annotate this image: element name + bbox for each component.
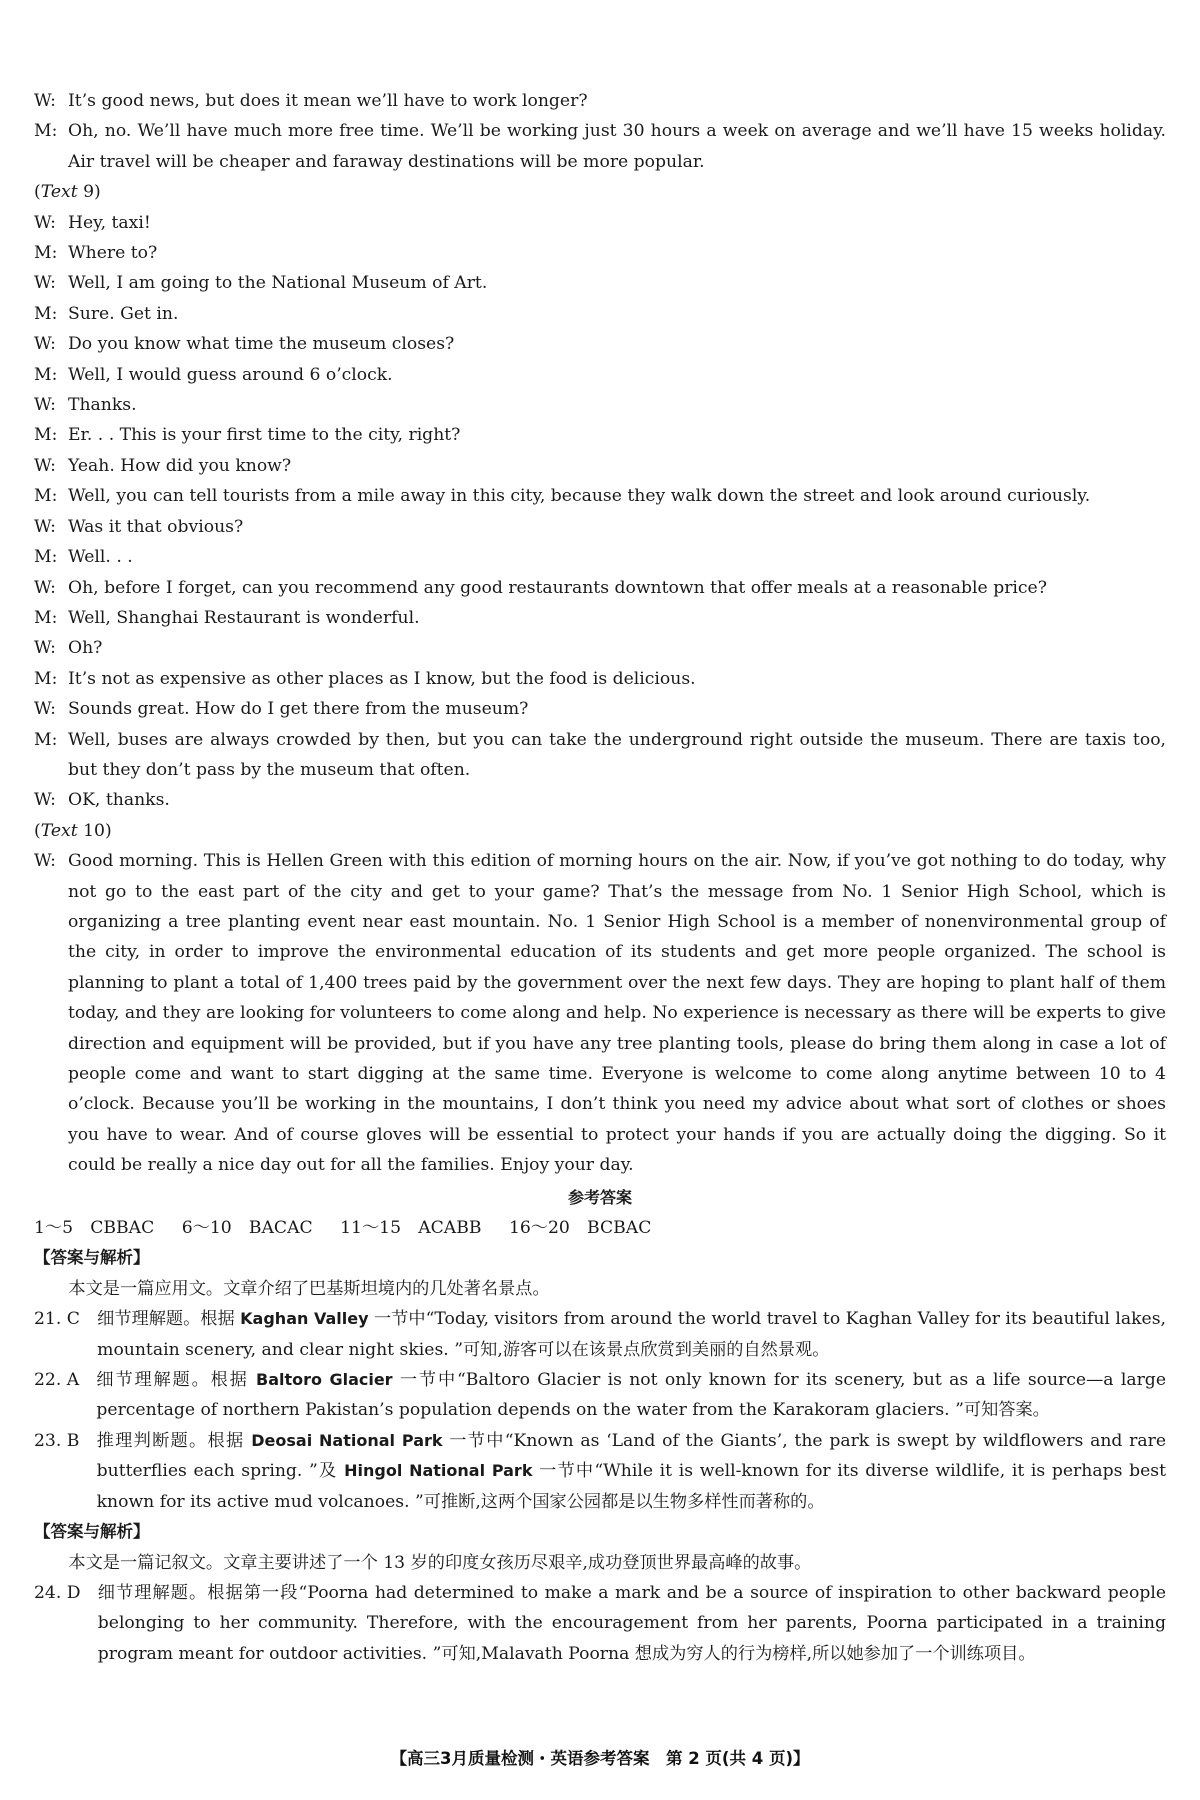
speaker-label: M:: [34, 729, 58, 750]
dialogue-text: OK, thanks.: [68, 790, 170, 811]
dialogue-text: Oh, before I forget, can you recommend any good restaurants downtown that offer meals at a reasonable price?: [68, 577, 1047, 598]
dialogue-line: [34, 238, 1166, 268]
dialogue-text: Was it that obvious?: [68, 516, 244, 537]
dialogue-block-text9: [34, 208, 1166, 816]
answer-key-group: 16～20 BCBAC: [508, 1218, 652, 1239]
speaker-label: M:: [34, 303, 58, 324]
speaker-label: W:: [34, 395, 56, 416]
speaker-label: M:: [34, 121, 58, 142]
dialogue-text: Well, I am going to the National Museum of Art.: [68, 273, 488, 294]
dialogue-line: [34, 451, 1166, 481]
section-title-analysis-1: 【答案与解析】: [34, 1248, 150, 1268]
question-number: 24. D: [34, 1582, 98, 1603]
dialogue-text: Yeah. How did you know?: [68, 455, 292, 476]
question-number: 22. A: [34, 1370, 97, 1391]
section-title-analysis-2: 【答案与解析】: [34, 1522, 150, 1542]
speaker-label: M:: [34, 243, 58, 264]
dialogue-text: Where to?: [68, 243, 158, 264]
dialogue-line: [34, 542, 1166, 572]
dialogue-block-text8: [34, 86, 1166, 177]
question-number: 23. B: [34, 1430, 97, 1451]
speaker-label: W:: [34, 212, 56, 233]
dialogue-line: [34, 268, 1166, 298]
dialogue-line: [34, 725, 1166, 786]
dialogue-text: Do you know what time the museum closes?: [68, 334, 455, 355]
dialogue-line: [34, 420, 1166, 450]
speaker-label: W:: [34, 638, 56, 659]
speaker-label: W:: [34, 516, 56, 537]
speaker-label: W:: [34, 699, 56, 720]
speaker-label: M:: [34, 668, 58, 689]
dialogue-line: [34, 664, 1166, 694]
dialogue-line: [34, 299, 1166, 329]
speaker-label: M:: [34, 364, 58, 385]
speaker-label: W:: [34, 790, 56, 811]
answer-key-group: 1～5 CBBAC: [34, 1218, 155, 1239]
text10-label: (Text 10): [34, 820, 112, 841]
answer-key-group: 6～10 BACAC: [181, 1218, 313, 1239]
page-footer: 【高三3月质量检测・英语参考答案 第 2 页(共 4 页)】: [390, 1749, 810, 1768]
answer-page: [34, 86, 1166, 1669]
section-intro-1: 本文是一篇应用文。文章介绍了巴基斯坦境内的几处著名景点。: [68, 1278, 550, 1299]
dialogue-line: [34, 390, 1166, 420]
answers-heading: 参考答案: [567, 1187, 632, 1207]
text9-label: (Text 9): [34, 182, 101, 203]
dialogue-text: Sounds great. How do I get there from the museum?: [68, 699, 529, 720]
speaker-label: W:: [34, 273, 56, 294]
speaker-label: W:: [34, 455, 56, 476]
dialogue-text: Oh?: [68, 638, 103, 659]
dialogue-line: [34, 846, 1166, 1180]
dialogue-line: [34, 603, 1166, 633]
dialogue-line: [34, 633, 1166, 663]
dialogue-text: Well. . .: [68, 547, 133, 568]
dialogue-text: Well, you can tell tourists from a mile away in this city, because they walk down the street and look around curiously.: [68, 486, 1091, 507]
dialogue-text: Well, I would guess around 6 o’clock.: [68, 364, 393, 385]
dialogue-line: [34, 86, 1166, 116]
question-explanation: 细节理解题。根据第一段“Poorna had determined to make a mark and be a source of inspiration to other backward people belonging to her community. Therefore, with the encouragement from her parents, Poorna participated in a training program meant for outdoor activities. ”可知,Malavath Poorna 想成为穷人的行为榜样,所以她参加了一个训练项目。: [97, 1582, 1166, 1664]
dialogue-text: Oh, no. We’ll have much more free time. We’ll be working just 30 hours a week on average and we’ll have 15 weeks holiday. Air travel will be cheaper and faraway destinations will be more popular.: [68, 121, 1166, 172]
dialogue-text: Well, buses are always crowded by then, but you can take the underground right outside the museum. There are taxis too, but they don’t pass by the museum that often.: [68, 729, 1166, 780]
section-intro-2: 本文是一篇记叙文。文章主要讲述了一个 13 岁的印度女孩历尽艰辛,成功登顶世界最高峰的故事。: [68, 1552, 812, 1573]
dialogue-line: [34, 116, 1166, 177]
question-21: [34, 1304, 1166, 1365]
dialogue-text: Thanks.: [68, 395, 137, 416]
dialogue-line: [34, 694, 1166, 724]
question-23: [34, 1426, 1166, 1517]
dialogue-line: [34, 208, 1166, 238]
dialogue-text: Well, Shanghai Restaurant is wonderful.: [68, 607, 420, 628]
question-explanation: 推理判断题。根据 Deosai National Park 一节中“Known as ‘Land of the Giants’, the park is swept by wildflowers and rare butterflies each spring. ”及 Hingol National Park 一节中“While it is well-known for its diverse wildlife, it is perhaps best known for its active mud volcanoes. ”可推断,这两个国家公园都是以生物多样性而著称的。: [96, 1430, 1167, 1512]
speaker-label: W:: [34, 851, 56, 872]
dialogue-text: It’s not as expensive as other places as I know, but the food is delicious.: [68, 668, 696, 689]
dialogue-text: Good morning. This is Hellen Green with this edition of morning hours on the air. Now, if you’ve got nothing to do today, why not go to the east part of the city and get to your game? That’s the message from No. 1 Senior High School, which is organizing a tree planting event near east mountain. No. 1 Senior High School is a member of nonenvironmental group of the city, in order to improve the environmental education of its students and get more people organized. The school is planning to plant a total of 1,400 trees paid by the government over the next few days. They are hoping to plant half of them today, and they are looking for volunteers to come along and help. No experience is necessary as there will be experts to give direction and equipment will be provided, but if you have any tree planting tools, please do bring them along in case a lot of people come and want to start digging at the same time. Everyone is welcome to come along anytime between 10 to 4 o’clock. Because you’ll be working in the mountains, I don’t think you need my advice about what sort of clothes or shoes you have to wear. And of course gloves will be essential to protect your hands if you are actually doing the digging. So it could be really a nice day out for all the families. Enjoy your day.: [68, 851, 1166, 1176]
question-explanation: 细节理解题。根据 Kaghan Valley 一节中“Today, visitors from around the world travel to Kaghan Valley for its beautiful lakes, mountain scenery, and clear night skies. ”可知,游客可以在该景点欣赏到美丽的自然景观。: [97, 1309, 1166, 1360]
dialogue-text: Hey, taxi!: [68, 212, 151, 233]
dialogue-line: [34, 512, 1166, 542]
speaker-label: W:: [34, 334, 56, 355]
dialogue-block-text10: [34, 846, 1166, 1180]
dialogue-text: Er. . . This is your first time to the city, right?: [68, 425, 461, 446]
speaker-label: W:: [34, 577, 56, 598]
dialogue-line: [34, 360, 1166, 390]
dialogue-text: Sure. Get in.: [68, 303, 179, 324]
dialogue-line: [34, 785, 1166, 815]
dialogue-line: [34, 329, 1166, 359]
speaker-label: M:: [34, 547, 58, 568]
question-22: [34, 1365, 1166, 1426]
answer-key-group: 11～15 ACABB: [340, 1218, 482, 1239]
question-explanation: 细节理解题。根据 Baltoro Glacier 一节中“Baltoro Glacier is not only known for its scenery, but as a life source—a large percentage of northern Pakistan’s population depends on the water from the Karakoram glaciers. ”可知答案。: [96, 1370, 1166, 1421]
dialogue-line: [34, 573, 1166, 603]
question-number: 21. C: [34, 1309, 98, 1330]
speaker-label: M:: [34, 425, 58, 446]
answer-key: [34, 1213, 1166, 1243]
dialogue-line: [34, 481, 1166, 511]
speaker-label: M:: [34, 486, 58, 507]
speaker-label: M:: [34, 607, 58, 628]
question-24: [34, 1578, 1166, 1669]
dialogue-text: It’s good news, but does it mean we’ll have to work longer?: [68, 91, 588, 111]
speaker-label: W:: [34, 91, 56, 111]
